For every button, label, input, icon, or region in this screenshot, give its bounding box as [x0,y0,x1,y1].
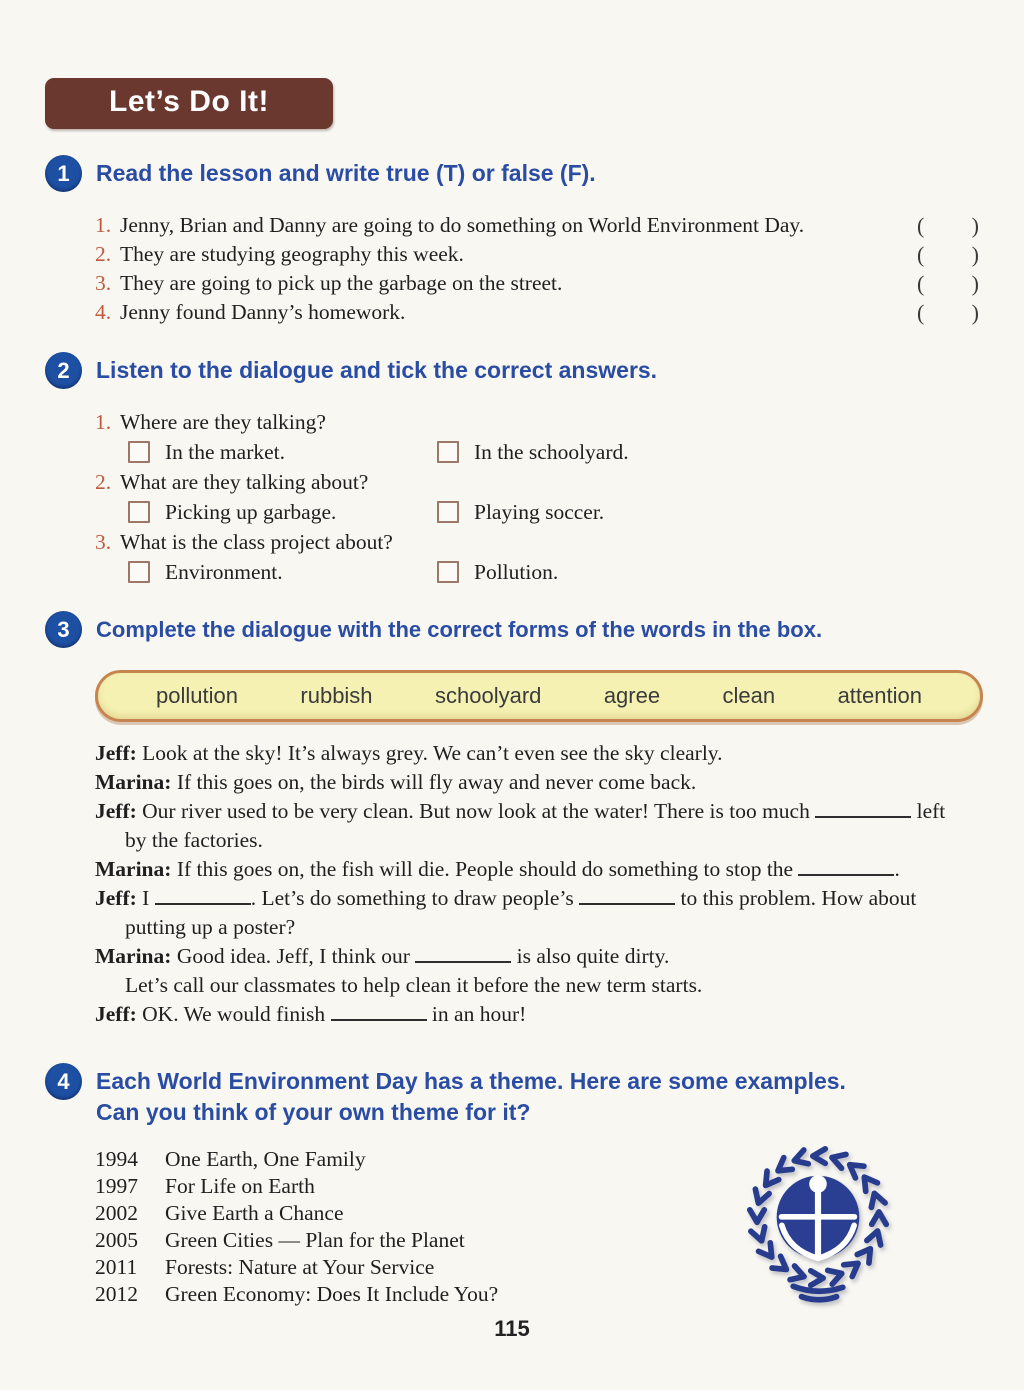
speaker-name: Jeff: [95,886,137,910]
theme-text: Green Cities — Plan for the Planet [165,1228,465,1252]
question [95,467,979,497]
page-number: 115 [494,1316,530,1341]
dialogue-text: in an hour! [431,1002,527,1026]
dialogue-text: left by the factories. [125,799,946,852]
theme-text: Forests: Nature at Your Service [165,1255,435,1279]
answer-parens: ( ) [917,271,979,296]
question-text: Where are they talking? [120,410,326,434]
exercise-4-title: Each World Environment Day has a theme. Here are some examples. Can you think of your own theme for it? [96,1068,846,1125]
question-number: 1. [95,410,112,434]
blank-line [798,860,894,876]
theme-text: Green Economy: Does It Include You? [165,1282,499,1306]
option [128,497,437,527]
theme-year: 1997 [95,1174,138,1198]
option-label: Environment. [165,560,283,584]
dialogue-text: Our river used to be very clean. But now look at the water! There is too much [142,799,810,823]
blank-line [331,1005,427,1021]
word-box-word: clean [722,683,776,708]
question [95,407,979,437]
item-text: Jenny, Brian and Danny are going to do something on World Environment Day. [120,213,805,237]
option-label: Playing soccer. [474,500,605,524]
checkbox[interactable] [437,441,459,463]
dialogue-line [95,942,967,1000]
dialogue-text: If this goes on, the fish will die. People should do something to stop the [176,857,794,881]
dialogue-text: Let’s call our classmates to help clean it before the new term starts. [125,973,703,997]
speaker-name: Jeff: [95,799,137,823]
theme-text: For Life on Earth [165,1174,315,1198]
theme-year: 2011 [95,1255,138,1279]
dialogue-text: Good idea. Jeff, I think our [176,944,410,968]
blank-line [815,802,911,818]
dialogue-line [95,884,967,942]
theme-year: 2002 [95,1201,138,1225]
checkbox[interactable] [437,561,459,583]
answer-parens: ( ) [917,242,979,267]
answer-parens: ( ) [917,213,979,238]
exercise-3-title: Complete the dialogue with the correct forms of the words in the box. [96,617,823,642]
option [128,557,437,587]
dialogue-text: is also quite dirty. [516,944,670,968]
item-text: They are studying geography this week. [120,242,464,266]
item-number: 4. [95,300,112,324]
options-row [128,557,979,587]
option [437,437,629,467]
exercise-1-header [45,155,979,192]
option [128,437,437,467]
dialogue-text: to this problem. How about putting up a poster? [125,886,917,939]
dialogue-line [95,855,967,884]
theme-year: 2012 [95,1282,138,1306]
blank-line [415,947,511,963]
dialogue [95,739,967,1029]
option [437,497,604,527]
theme-year: 1994 [95,1147,138,1171]
dialogue-line [95,768,967,797]
speaker-name: Marina: [95,770,172,794]
question-number: 2. [95,470,112,494]
item-number: 3. [95,271,112,295]
speaker-name: Jeff: [95,1002,137,1026]
option [437,557,558,587]
option-label: Picking up garbage. [165,500,337,524]
options-row [128,497,979,527]
checkbox[interactable] [128,561,150,583]
blank-line [579,889,675,905]
options-row [128,437,979,467]
speaker-name: Marina: [95,857,172,881]
item-number: 2. [95,242,112,266]
exercise-1-title: Read the lesson and write true (T) or false (F). [96,160,596,186]
checkbox[interactable] [128,501,150,523]
word-box-word: rubbish [300,683,373,708]
word-box [95,670,983,722]
exercise-1-items [95,211,979,327]
item-text: They are going to pick up the garbage on the street. [120,271,563,295]
exercise-4-number-badge: 4 [45,1063,82,1100]
dialogue-line [95,1000,967,1029]
question-number: 3. [95,530,112,554]
exercise-2-title: Listen to the dialogue and tick the correct answers. [96,357,658,383]
question-text: What are they talking about? [120,470,369,494]
dialogue-text: If this goes on, the birds will fly away and never come back. [176,770,697,794]
dialogue-text: Look at the sky! It’s always grey. We can’t even see the sky clearly. [142,741,723,765]
dialogue-text: . Let’s do something to draw people’s [250,886,574,910]
unep-environment-logo-icon [712,1122,924,1313]
dialogue-text: . [894,857,900,881]
speaker-name: Jeff: [95,741,137,765]
true-false-item [95,211,979,240]
word-box-word: attention [837,683,922,708]
item-text: Jenny found Danny’s homework. [120,300,406,324]
exercise-2-number-badge: 2 [45,352,82,389]
word-box-word: pollution [156,683,238,708]
theme-year: 2005 [95,1228,138,1252]
checkbox[interactable] [128,441,150,463]
speaker-name: Marina: [95,944,172,968]
question-text: What is the class project about? [120,530,393,554]
dialogue-line [95,797,967,855]
option-label: In the schoolyard. [474,440,629,464]
true-false-item [95,298,979,327]
true-false-item [95,269,979,298]
theme-text: One Earth, One Family [165,1147,366,1171]
exercise-3-header [45,611,979,648]
blank-line [155,889,251,905]
word-box-word: agree [603,683,661,708]
option-label: Pollution. [474,560,559,584]
lets-do-it-banner: Let’s Do It! [45,78,333,129]
dialogue-line [95,739,967,768]
true-false-item [95,240,979,269]
exercise-2-header [45,352,979,389]
option-label: In the market. [165,440,285,464]
theme-text: Give Earth a Chance [165,1201,344,1225]
exercise-1-number-badge: 1 [45,155,82,192]
item-number: 1. [95,213,112,237]
word-box-word: schoolyard [434,683,542,708]
exercise-4-header [45,1063,979,1128]
answer-parens: ( ) [917,300,979,325]
exercise-2-questions [95,407,979,587]
dialogue-text: I [142,886,150,910]
checkbox[interactable] [437,501,459,523]
question [95,527,979,557]
exercise-3-number-badge: 3 [45,611,82,648]
dialogue-text: OK. We would finish [142,1002,326,1026]
